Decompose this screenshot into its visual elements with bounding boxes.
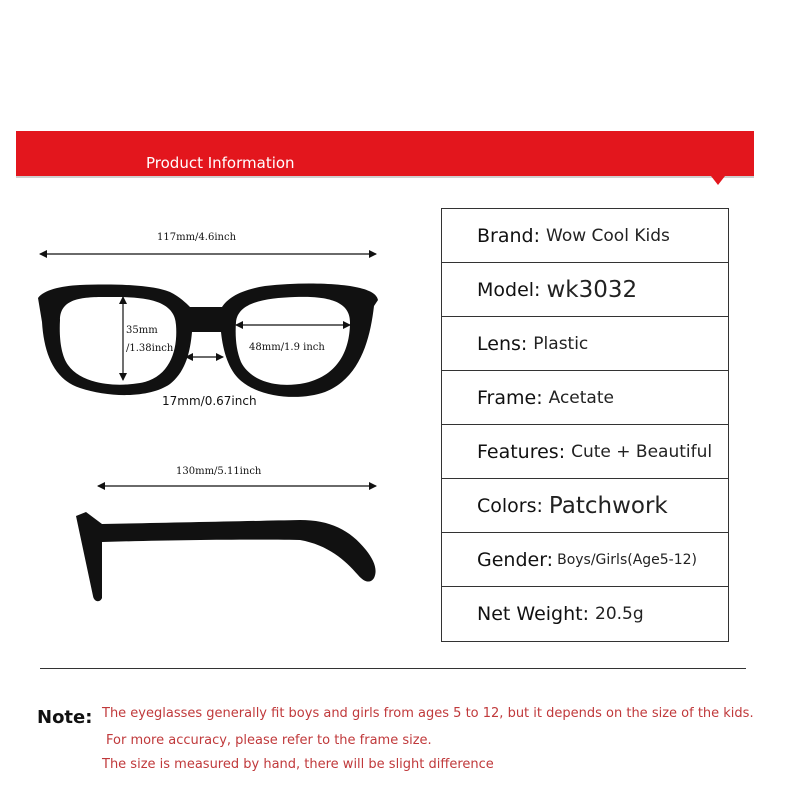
spec-label: Brand: (477, 224, 540, 247)
spec-label: Frame: (477, 386, 543, 409)
banner-title: Product Information (146, 154, 295, 172)
note-line-3: The size is measured by hand, there will be slight difference (102, 757, 494, 772)
note-divider (40, 668, 746, 669)
spec-row-model (442, 263, 728, 317)
spec-value: Patchwork (548, 492, 668, 519)
glasses-illustration (0, 0, 440, 640)
spec-row-lens (442, 317, 728, 371)
note-line-1: The eyeglasses generally fit boys and girls from ages 5 to 12, but it depends on the size of the kids. (102, 706, 754, 721)
spec-label: Features: (477, 440, 566, 463)
note-line-2: For more accuracy, please refer to the frame size. (106, 733, 432, 748)
spec-label: Model: (477, 278, 541, 301)
spec-value: Boys/Girls(Age5-12) (557, 551, 698, 568)
spec-label: Gender: (477, 548, 554, 571)
spec-row-frame (442, 371, 728, 425)
temple-length-label: 130mm/5.11inch (176, 466, 262, 477)
spec-table (441, 208, 729, 642)
lens-height-mm-label: 35mm (126, 325, 158, 336)
frame-front-icon (38, 284, 378, 397)
frame-size-diagram (0, 0, 440, 640)
banner-notch (711, 176, 725, 185)
spec-value: 20.5g (595, 604, 644, 624)
spec-label: Net Weight: (477, 603, 589, 625)
spec-value: Plastic (533, 333, 589, 354)
spec-row-colors (442, 479, 728, 533)
bridge-width-label: 17mm/0.67inch (162, 394, 257, 408)
lens-width-label: 48mm/1.9 inch (249, 342, 325, 353)
spec-row-features (442, 425, 728, 479)
spec-label: Lens: (477, 332, 528, 355)
spec-value: Cute + Beautiful (571, 441, 713, 462)
spec-row-net-weight (442, 587, 728, 641)
total-width-label: 117mm/4.6inch (157, 232, 237, 243)
temple-arm-icon (76, 512, 376, 601)
spec-value: wk3032 (546, 276, 638, 303)
spec-row-gender (442, 533, 728, 587)
lens-height-inch-label: /1.38inch (126, 343, 174, 354)
spec-value: Wow Cool Kids (546, 225, 670, 246)
spec-label: Colors: (477, 494, 543, 517)
spec-value: Acetate (548, 387, 614, 408)
note-label: Note: (37, 707, 93, 728)
spec-row-brand (442, 209, 728, 263)
